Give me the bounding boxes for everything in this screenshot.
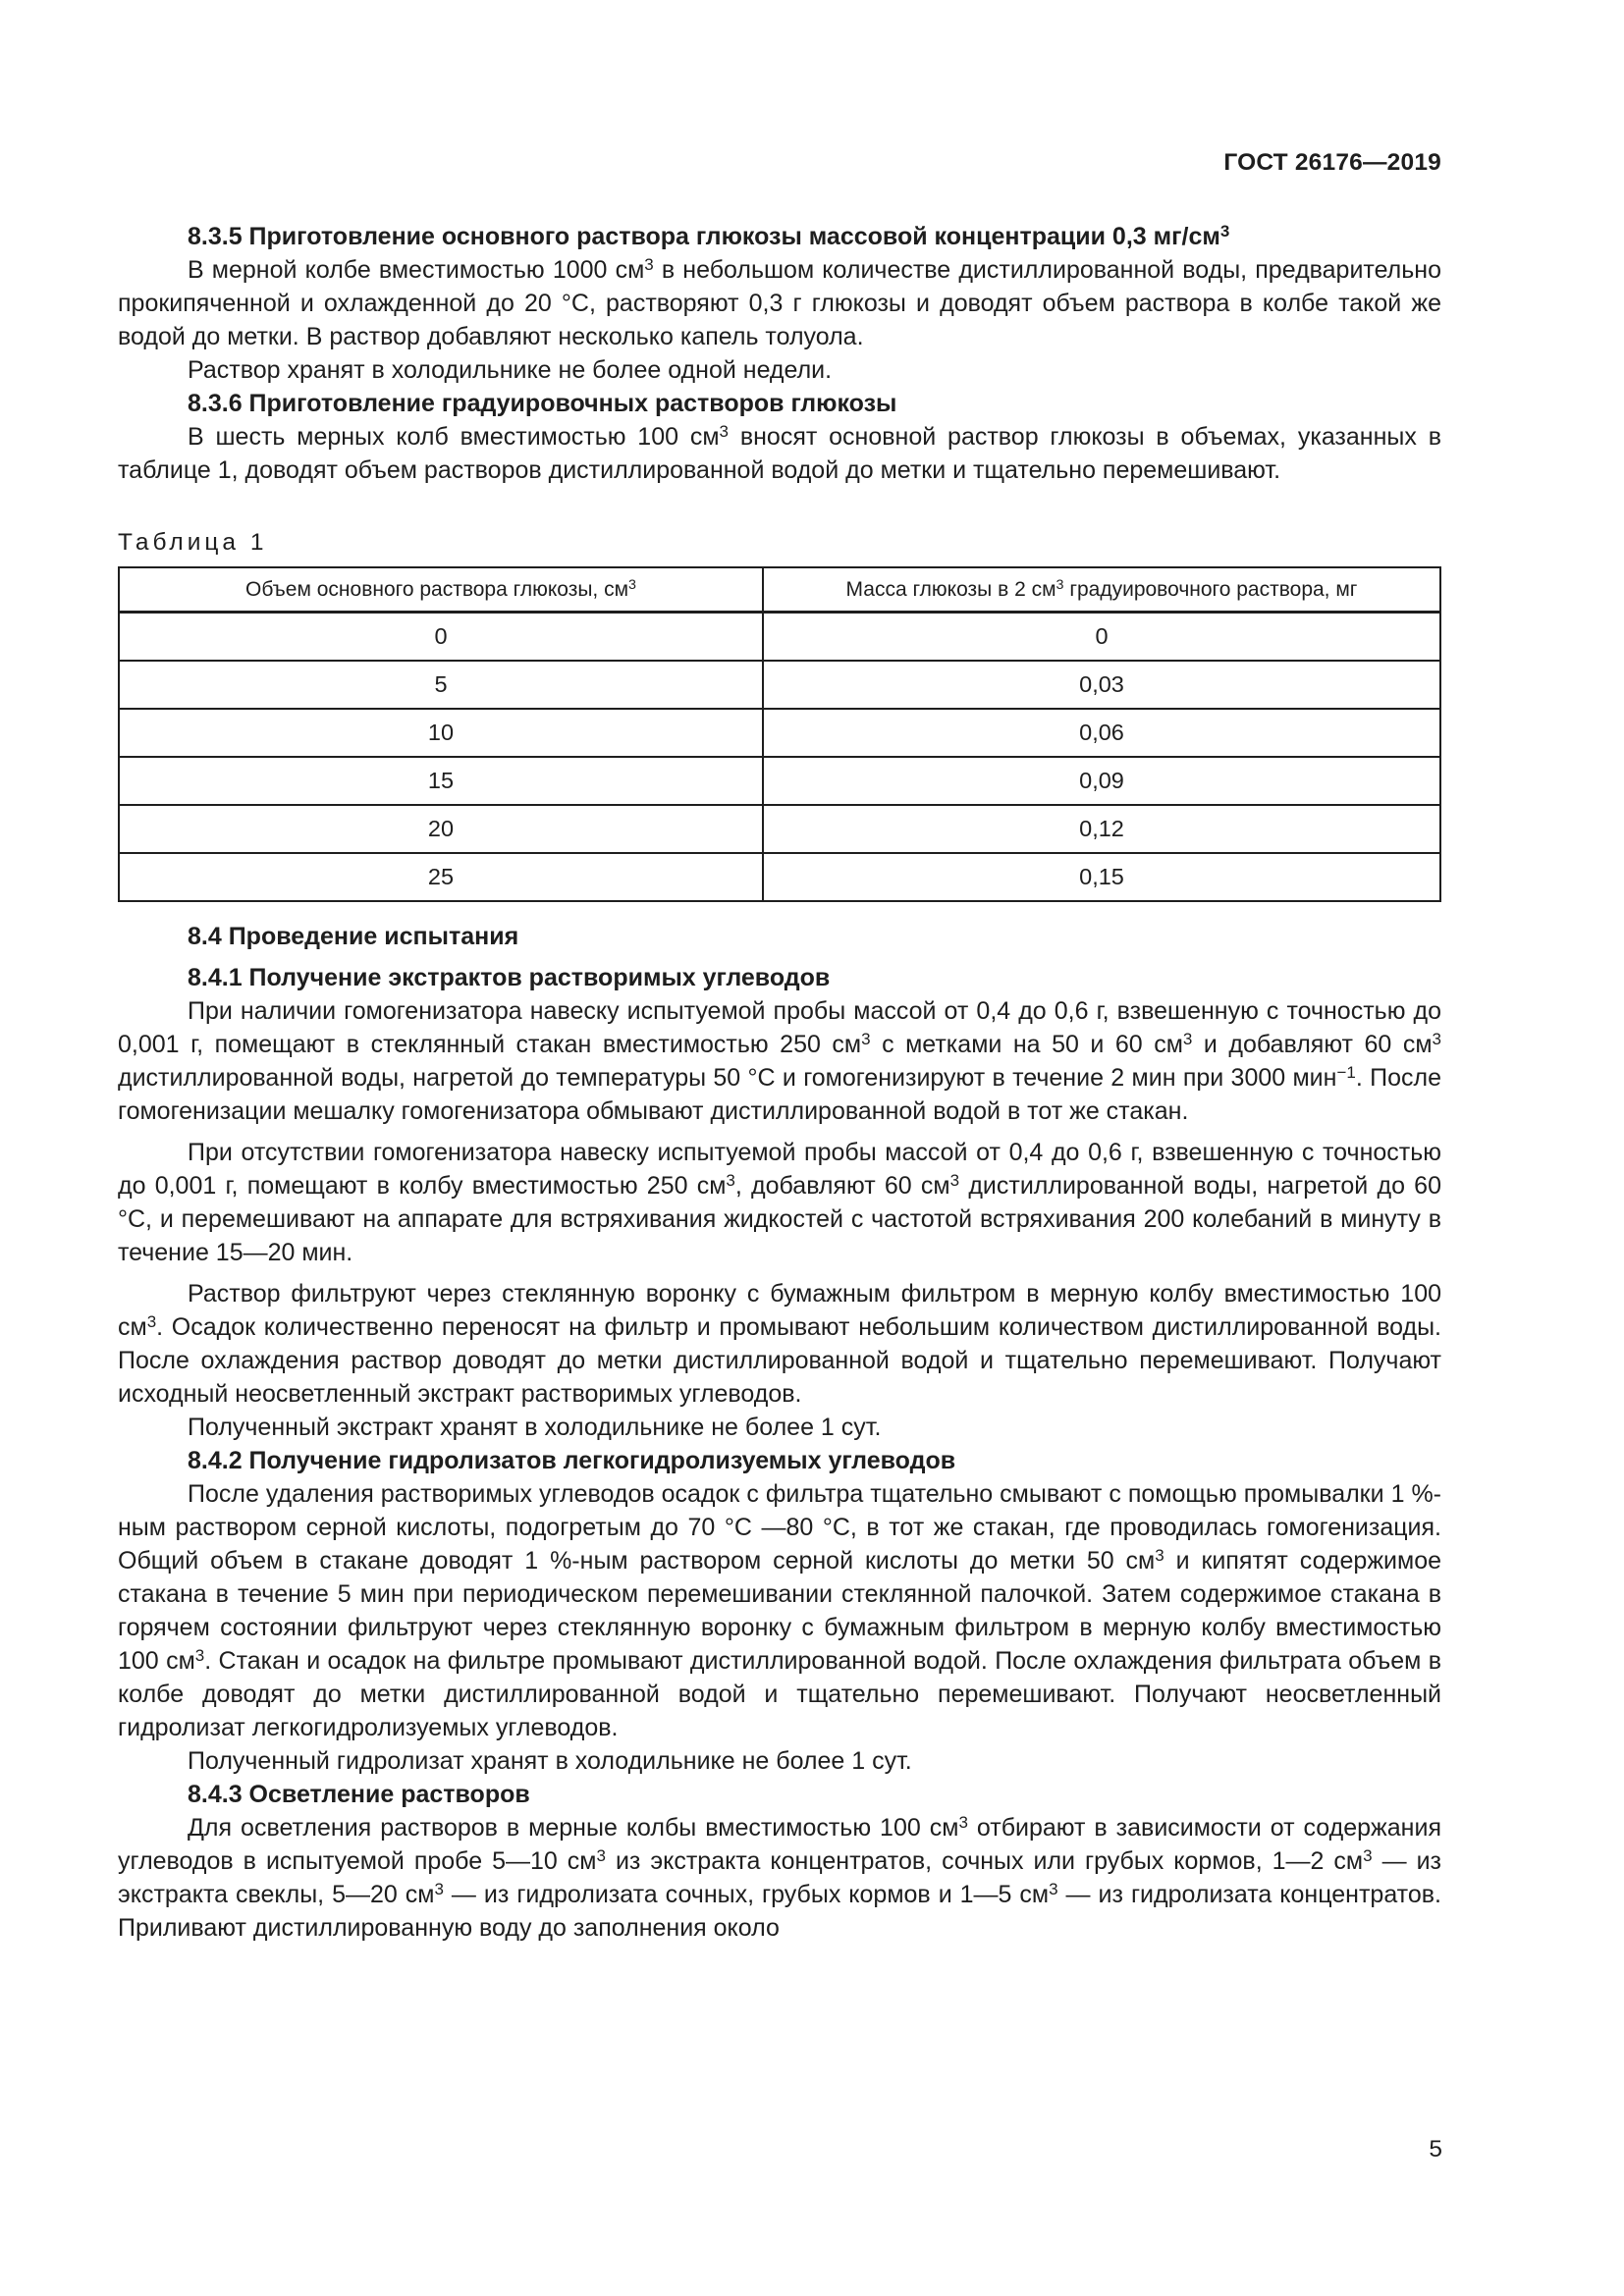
- standard-code: ГОСТ 26176—2019: [1223, 149, 1441, 176]
- paragraph: Полученный гидролизат хранят в холодильнике не более 1 сут.: [188, 1747, 912, 1775]
- page-number: 5: [1429, 2136, 1442, 2163]
- table-cell-mass: 0,09: [763, 757, 1440, 805]
- paragraph: После удаления растворимых углеводов осадок с фильтра тщательно смывают с помощью промывалки 1 %-ным раствором серной кислоты, подогретым до 70 °С —80 °С, в тот же стакан, где проводилась гомогенизация. Общий объем в стакане доводят 1 %-ным раствором серной кислоты до метки 50 $см^3$ и кипятят содержимое стакана в течение 5 мин при периодическом перемешивании стеклянной палочкой. Затем содержимое стакана в горячем состоянии фильтруют через стеклянную воронку с бумажным фильтром в мерную колбу вместимостью 100 $см^3$. Стакан и осадок на фильтре промывают дистиллированной водой. После охлаждения фильтрата объем в колбе доводят до метки дистиллированной водой и тщательно перемешивают. Получают неосветленный гидролизат легкогидролизуемых углеводов.: [118, 1480, 1441, 1741]
- table-caption: Таблица 1: [118, 529, 268, 556]
- table-cell-mass: 0,15: [763, 853, 1440, 901]
- section-heading-8-4-3: 8.4.3 Осветление растворов: [188, 1781, 530, 1808]
- table-cell-volume: 25: [119, 853, 763, 901]
- table-row: [119, 661, 1440, 709]
- table-cell-volume: 0: [119, 613, 763, 662]
- table-row: [119, 613, 1440, 662]
- paragraph: В мерной колбе вместимостью 1000 $см^3$ в небольшом количестве дистиллированной воды, предварительно прокипяченной и охлажденной до 20 °С, растворяют 0,3 г глюкозы и доводят объем раствора в колбе такой же водой до метки. В раствор добавляют несколько капель толуола.: [118, 255, 1441, 350]
- paragraph: Раствор фильтруют через стеклянную воронку с бумажным фильтром в мерную колбу вместимостью 100 $см^3$. Осадок количественно переносят на фильтр и промывают небольшим количеством дистиллированной воды. После охлаждения раствор доводят до метки дистиллированной водой и тщательно перемешивают. Получают исходный неосветленный экстракт растворимых углеводов.: [118, 1280, 1441, 1408]
- table-cell-mass: 0,12: [763, 805, 1440, 853]
- column-header-mass: Масса глюкозы в 2 $см^3$ градуировочного раствора, мг: [763, 567, 1440, 613]
- table-cell-volume: 5: [119, 661, 763, 709]
- table-cell-mass: 0,06: [763, 709, 1440, 757]
- section-heading-8-3-6: 8.3.6 Приготовление градуировочных растворов глюкозы: [188, 390, 897, 417]
- table-row: [119, 709, 1440, 757]
- table-1: [118, 566, 1441, 902]
- column-header-volume: Объем основного раствора глюкозы, $см^3$: [119, 567, 763, 613]
- table-row: [119, 805, 1440, 853]
- table-row: [119, 757, 1440, 805]
- table-header-row: [119, 567, 1440, 613]
- section-heading-8-4: 8.4 Проведение испытания: [188, 923, 519, 950]
- page-content: [118, 220, 1441, 1945]
- paragraph: Раствор хранят в холодильнике не более одной недели.: [188, 356, 833, 384]
- section-heading-8-4-1: 8.4.1 Получение экстрактов растворимых углеводов: [188, 964, 831, 991]
- table-cell-volume: 20: [119, 805, 763, 853]
- paragraph: При отсутствии гомогенизатора навеску испытуемой пробы массой от 0,4 до 0,6 г, взвешенную с точностью до 0,001 г, помещают в колбу вместимостью 250 $см^3$, добавляют 60 $см^3$ дистиллированной воды, нагретой до 60 °С, и перемешивают на аппарате для встряхивания жидкостей с частотой встряхивания 200 колебаний в минуту в течение 15—20 мин.: [118, 1139, 1441, 1266]
- table-cell-mass: 0,03: [763, 661, 1440, 709]
- paragraph: При наличии гомогенизатора навеску испытуемой пробы массой от 0,4 до 0,6 г, взвешенную с точностью до 0,001 г, помещают в стеклянный стакан вместимостью 250 $см^3$ с метками на 50 и 60 $см^3$ и добавляют 60 $см^3$ дистиллированной воды, нагретой до температуры 50 °С и гомогенизируют в течение 2 мин при 3000 мин$^{-1}$. После гомогенизации мешалку гомогенизатора обмывают дистиллированной водой в тот же стакан.: [118, 997, 1441, 1125]
- table-row: [119, 853, 1440, 901]
- paragraph: Полученный экстракт хранят в холодильнике не более 1 сут.: [188, 1414, 882, 1441]
- table-cell-volume: 10: [119, 709, 763, 757]
- section-heading-8-4-2: 8.4.2 Получение гидролизатов легкогидролизуемых углеводов: [188, 1447, 956, 1474]
- table-cell-volume: 15: [119, 757, 763, 805]
- section-heading-8-3-5: 8.3.5 Приготовление основного раствора глюкозы массовой концентрации 0,3 $мг/см^3$: [188, 222, 1230, 250]
- table-cell-mass: 0: [763, 613, 1440, 662]
- paragraph: В шесть мерных колб вместимостью 100 $см^3$ вносят основной раствор глюкозы в объемах, указанных в таблице 1, доводят объем растворов дистиллированной водой до метки и тщательно перемешивают.: [118, 422, 1441, 484]
- paragraph: Для осветления растворов в мерные колбы вместимостью 100 $см^3$ отбирают в зависимости от содержания углеводов в испытуемой пробе 5—10 $см^3$ из экстракта концентратов, сочных или грубых кормов, 1—2 $см^3$ — из экстракта свеклы, 5—20 $см^3$ — из гидролизата сочных, грубых кормов и 1—5 $см^3$ — из гидролизата концентратов. Приливают дистиллированную воду до заполнения около: [118, 1813, 1442, 1942]
